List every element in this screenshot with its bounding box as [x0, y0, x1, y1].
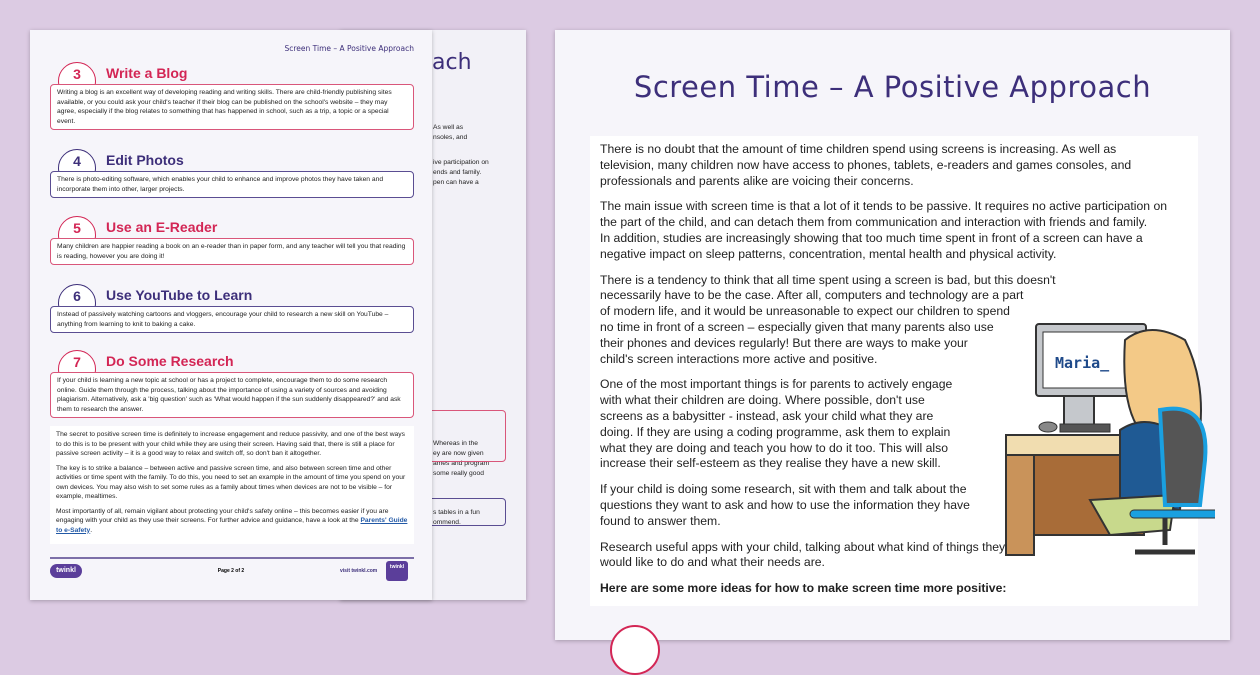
text-line: screens as a babysitter - instead, ask your child what they are	[600, 408, 934, 423]
text-line: questions they want to ask and how to use the information they have	[600, 497, 970, 512]
closing-paragraph: The key is to strike a balance – between active and passive screen time, and also between screen time and other activities or time spent with the family. To do this, you need to set an example in the amount of time you spend on your own devices. You may also wish to set some rules as a family about times when devices are not to be visible – for example, mealtimes.	[56, 464, 406, 500]
tip-number: 6	[73, 288, 81, 304]
text-line: professionals and parents alike are voicing their concerns.	[600, 173, 914, 188]
text-fragment: pen can have a	[433, 179, 479, 186]
tip-title: Use YouTube to Learn	[106, 287, 253, 303]
closing-text: The secret to positive screen time is definitely to increase engagement and reduce passivity, and one of the best ways to do this is to be present with your child while they are using their screen. Having said that, there is still a place for passive screen activity – it is a good way to relax and switch off, so don't ban it altogether. The key is to strike a balance – between active and passive screen time, and also between screen time and other activities or time spent with the family. To do this, you need to set an example in the amount of time you spend on your own devices. You may also wish to set some rules as a family about times when devices are not to be visible – for example, mealtimes. Most importantly of all, remain vigilant about protecting your child's safety online – this becomes easier if you are engaging with your child as they use their screens. For further advice and guidance, have a look at the Parents' Guide to e-Safety.	[50, 426, 414, 544]
text-fragment: ey are now given	[433, 450, 484, 457]
footer-divider	[50, 557, 414, 559]
next-number-circle	[610, 625, 660, 675]
tip-number: 3	[73, 66, 81, 82]
box-fragment	[430, 498, 506, 526]
tip-body: Instead of passively watching cartoons and vloggers, encourage your child to research a new skill on YouTube – anything from learning to knit to baking a cake.	[50, 306, 414, 333]
page-header: Screen Time – A Positive Approach	[284, 44, 414, 53]
text-fragment: ends and family.	[433, 169, 482, 176]
text-line: negative impact on sleep patterns, concentration, mental health and physical activity.	[600, 246, 1057, 261]
screen-name-text: Maria_	[1055, 354, 1110, 372]
site-link[interactable]: visit twinkl.com	[340, 568, 378, 574]
text-fragment: s tables in a fun	[433, 509, 480, 516]
text-line: Research useful apps with your child, talking about what kind of things they	[600, 539, 1006, 554]
text-fragment: ommend.	[433, 519, 461, 526]
text-line: The main issue with screen time is that a lot of it tends to be passive. It requires no active participation on	[600, 199, 1168, 214]
tip-section	[50, 65, 414, 130]
text-line: child's screen interactions more active and positive.	[600, 351, 878, 366]
text-line: would like to do and what their needs are.	[600, 555, 825, 570]
tip-number: 5	[73, 220, 81, 236]
text-fragment: nsoles, and	[433, 134, 468, 141]
tip-title: Use an E-Reader	[106, 219, 218, 235]
text-line: If your child is doing some research, sit with them and talk about the	[600, 482, 967, 497]
tip-body: There is photo-editing software, which enables your child to enhance and improve photos they have taken and incorporate them into other, larger projects.	[50, 171, 414, 198]
ideas-lead-in: Here are some more ideas for how to make screen time more positive:	[600, 581, 1007, 596]
title-fragment: ach	[432, 50, 472, 75]
tip-number: 4	[73, 153, 81, 169]
esafety-guide-link[interactable]: Parents' Guide to e-Safety	[56, 517, 408, 534]
page-2-preview	[30, 30, 432, 600]
tip-section	[50, 353, 414, 418]
page-title: Screen Time – A Positive Approach	[633, 70, 1152, 104]
closing-paragraph: Most importantly of all, remain vigilant about protecting your child's safety online – this becomes easier if you are engaging with your child as they use their screens. For further advice and guidance, have a look at the	[56, 507, 389, 524]
box-fragment	[430, 410, 506, 462]
tip-body: Many children are happier reading a book on an e-reader than in paper form, and any teacher will tell you that reading is reading, however you are doing it!	[50, 238, 414, 265]
tip-section	[50, 152, 414, 198]
text-line: television, many children now have access to phones, tablets, e-readers and games consoles, and	[600, 157, 1132, 172]
twinkl-logo: twinkl	[50, 564, 82, 578]
page-number: Page 2 of 2	[217, 568, 245, 574]
text-line: of modern life, and it would be unreasonable to expect our children to spend	[600, 304, 1010, 319]
text-fragment: ames and program	[433, 460, 490, 467]
tip-section	[50, 287, 414, 333]
text-line: There is a tendency to think that all time spent using a screen is bad, but this doesn't	[600, 272, 1056, 287]
closing-paragraph: The secret to positive screen time is definitely to increase engagement and reduce passivity, and one of the best ways to do this is to be present with your child while they are using their screen. Having said that, there is still a place for passive screen activity – it is a good way to relax and switch off, so don't ban it altogether.	[56, 431, 405, 457]
text-line: There is no doubt that the amount of time children spend using screens is increasing. As well as	[600, 142, 1117, 156]
tip-title: Write a Blog	[106, 65, 188, 81]
tip-section	[50, 219, 414, 265]
text-line: the part of the child, and can detach them from communication and interaction with friends and family.	[600, 215, 1148, 230]
child-at-computer-illustration	[1000, 320, 1215, 560]
tip-body: Writing a blog is an excellent way of developing reading and writing skills. There are child-friendly publishing sites available, or you could ask your child's teacher if their blog can be published on the school's website – they may agree, especially if the blog relates to something that has happened in school, such as a trip, a topic or a special event.	[50, 84, 414, 130]
text-fragment: Whereas in the	[433, 440, 478, 447]
text-line: doing. If they are using a coding programme, ask them to explain	[600, 424, 951, 439]
text-line: their phones and devices regularly! But there are ways to make your	[600, 335, 968, 350]
text-fragment: As well as	[433, 124, 464, 131]
text-line: necessarily have to be the case. After all, computers and technology are a part	[600, 288, 1024, 303]
tip-title: Edit Photos	[106, 152, 184, 168]
text-fragment: ive participation on	[433, 159, 489, 166]
text-line: no time in front of a screen – especially given that many parents also use	[600, 319, 994, 334]
text-line: increase their self-esteem as they realise they have a new skill.	[600, 456, 941, 471]
tip-body: If your child is learning a new topic at school or has a project to complete, encourage them to do some research online. Guide them through the process, talking about the importance of using a variety of sources and avoiding plagiarism. Alternatively, ask a 'big question' such as 'What would happen if the sun suddenly disappeared?' and ask them to research the answer.	[50, 372, 414, 418]
paragraph	[600, 142, 1188, 189]
page-1-preview	[555, 30, 1230, 640]
text-line: In addition, studies are increasingly showing that too much time spent in front of a screen can have a	[600, 230, 1143, 245]
paragraph	[600, 199, 1188, 262]
quality-badge: twinkl	[386, 561, 408, 581]
text-line: found to answer them.	[600, 513, 721, 528]
text-line: with what their children are doing. Where possible, don't use	[600, 393, 925, 408]
text-line: what they are doing and teach you how to do it too. This will also	[600, 440, 949, 455]
tip-title: Do Some Research	[106, 353, 234, 369]
tip-number: 7	[73, 354, 81, 370]
text-line: One of the most important things is for parents to actively engage	[600, 377, 953, 392]
text-fragment: some really good	[433, 470, 484, 477]
